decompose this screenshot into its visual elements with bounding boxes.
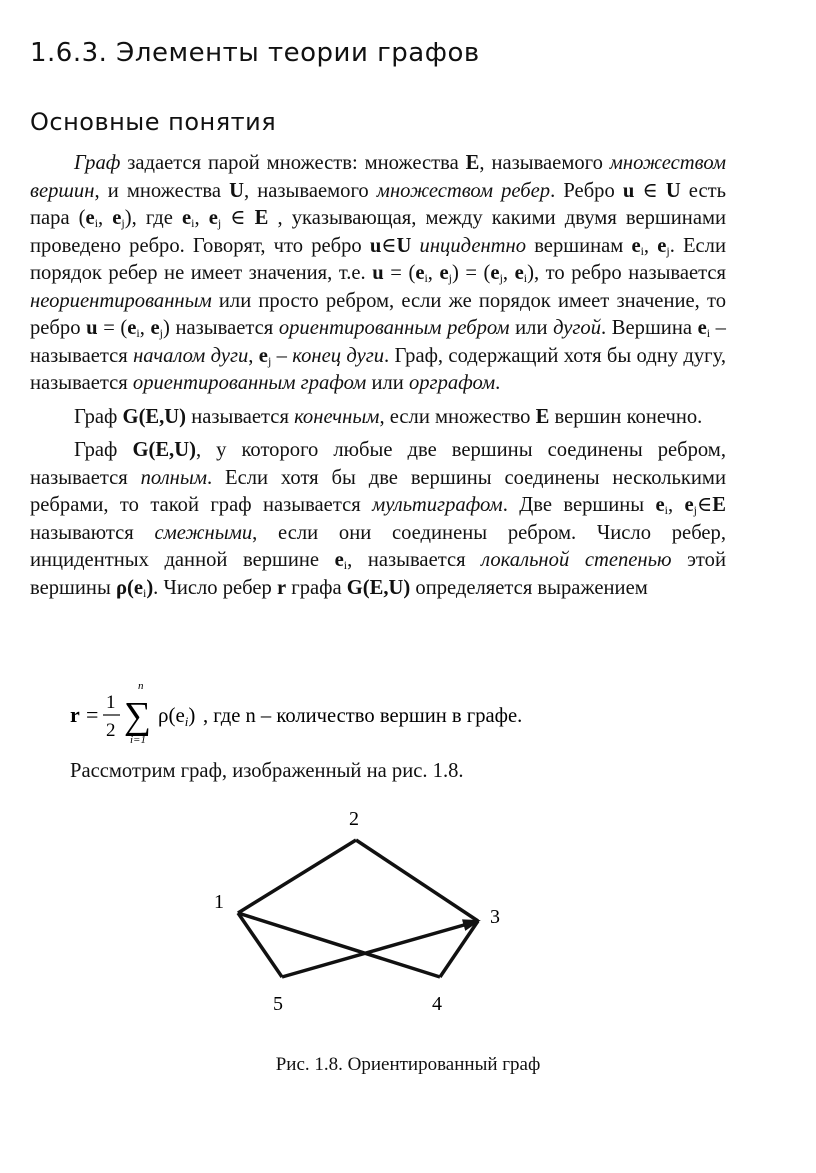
formula-term-close: ) bbox=[188, 703, 196, 727]
italic-term: множеством ребер bbox=[376, 179, 551, 202]
edge-1-4 bbox=[238, 913, 440, 977]
body-text bbox=[30, 150, 726, 608]
consider-text: Рассмотрим граф, изображенный на рис. 1.8. bbox=[70, 760, 464, 782]
graph-figure bbox=[0, 810, 816, 1040]
math-symbol: U bbox=[396, 234, 412, 257]
edge-1-5 bbox=[238, 913, 282, 977]
paragraph-complete-graph: Граф G(E,U), у которого любые две вершины соединены ребром, называется полным. Если хотя бы две вершины соединены несколькими ребрами, то такой граф называется мультиграфом. Две вершины $e_i$, $e_j\in E$ называются смежными, если они соединены ребром. Число ребер, инцидентных данной вершине $e_i$, называется локальной степенью этой вершины $\rho(e_i)$. Число ребер r графа G(E,U) определяется выражением bbox=[30, 439, 727, 600]
paragraph-graph-definition: Граф задается парой множеств: множества E, называемого множеством вершин, и множества U, называемого множеством ребер. Ребро u ∈ U есть пара ($e_i$, $e_j$), где $e_i$, $e_j$ ∈ E , указывающая, между какими двумя вершинами проведено ребро. Говорят, что ребро u∈U инцидентно вершинам $e_i$, $e_j$. Если порядок ребер не имеет значения, т.е. $u = (e_i$, $e_j) = (e_j$, $e_i$), то ребро называется неориентированным или просто ребром, если же порядок имеет значение, то ребро $u = (e_i$, $e_j$) называется ориентированным ребром или дугой. Вершина $e_i$ – называется началом дуги, $e_j$ – конец дуги. Граф, содержащий хотя бы одну дугу, называется ориентированным графом или орграфом. bbox=[30, 152, 727, 394]
index-subscript: i bbox=[706, 326, 711, 340]
math-symbol: E bbox=[254, 207, 269, 229]
formula-term-main: ρ(e bbox=[158, 703, 185, 727]
index-subscript: j bbox=[121, 216, 125, 230]
math-symbol: u bbox=[86, 317, 98, 339]
italic-term: мультиграфом bbox=[372, 494, 503, 516]
index-subscript: i bbox=[191, 216, 195, 230]
italic-term: ориентированным ребром bbox=[278, 317, 510, 339]
math-symbol: u bbox=[622, 179, 635, 202]
italic-term: орграфом bbox=[408, 372, 496, 394]
italic-term: ориентированным графом bbox=[132, 372, 367, 394]
index-subscript: j bbox=[217, 216, 222, 230]
math-symbol: e bbox=[655, 494, 665, 516]
formula-equals: = bbox=[86, 702, 99, 727]
math-symbol: e bbox=[697, 317, 707, 339]
italic-term: конечным bbox=[294, 405, 380, 428]
index-subscript: i bbox=[142, 585, 147, 600]
index-subscript: j bbox=[666, 243, 670, 258]
index-subscript: i bbox=[664, 503, 668, 517]
subsection-title: Основные понятия bbox=[30, 108, 277, 136]
math-symbol: U bbox=[665, 179, 681, 202]
edge-2-3 bbox=[356, 840, 478, 921]
edge-count-formula bbox=[66, 680, 766, 750]
italic-term: локальной степенью bbox=[481, 549, 672, 571]
sum-upper-limit: n bbox=[138, 680, 144, 692]
vertex-label-2: 2 bbox=[349, 810, 359, 830]
vertex-label-1: 1 bbox=[214, 891, 224, 913]
italic-term: дугой bbox=[553, 317, 602, 339]
italic-term: неориентированным bbox=[30, 289, 212, 312]
math-symbol: e bbox=[334, 549, 344, 571]
math-symbol: e bbox=[85, 207, 95, 229]
edge-1-2 bbox=[238, 840, 356, 913]
index-subscript: j bbox=[159, 326, 164, 340]
math-symbol: e bbox=[112, 207, 122, 229]
math-symbol: e bbox=[208, 207, 218, 229]
italic-term: смежными bbox=[154, 521, 253, 544]
math-symbol: e bbox=[439, 262, 449, 284]
math-symbol: E bbox=[465, 152, 480, 174]
arc-5-3 bbox=[282, 921, 478, 977]
formula-svg bbox=[66, 680, 766, 750]
italic-term: началом дуги bbox=[133, 344, 249, 367]
index-subscript: i bbox=[523, 271, 528, 285]
formula-trailing-text: , где n – количество вершин в графе. bbox=[203, 705, 523, 727]
index-subscript: j bbox=[499, 271, 503, 285]
math-symbol: e bbox=[631, 234, 641, 257]
math-symbol: ) bbox=[146, 576, 154, 599]
math-symbol: e bbox=[490, 262, 500, 284]
math-symbol: e bbox=[258, 344, 268, 367]
index-subscript: i bbox=[136, 326, 140, 340]
math-symbol: E bbox=[535, 405, 550, 428]
math-symbol: G(E,U) bbox=[132, 439, 196, 461]
index-subscript: j bbox=[267, 353, 272, 368]
italic-term: конец дуги bbox=[292, 344, 385, 367]
formula-denominator: 2 bbox=[106, 720, 116, 741]
math-symbol: ρ(e bbox=[115, 576, 143, 599]
figure-caption: Рис. 1.8. Ориентированный граф bbox=[275, 1054, 541, 1075]
math-symbol: e bbox=[514, 262, 524, 284]
math-symbol: u bbox=[369, 234, 382, 257]
index-subscript: i bbox=[343, 558, 348, 572]
sigma-symbol: ∑ bbox=[124, 695, 152, 737]
vertex-label-3: 3 bbox=[490, 906, 500, 928]
index-subscript: i bbox=[424, 271, 428, 285]
math-symbol: r bbox=[276, 576, 287, 599]
paragraph-finite-graph: Граф G(E,U) называется конечным, если множество E вершин конечно. bbox=[74, 405, 703, 428]
formula-numerator: 1 bbox=[106, 692, 116, 713]
math-symbol: e bbox=[415, 262, 425, 284]
math-symbol: e bbox=[182, 207, 192, 229]
section-title: 1.6.3. Элементы теории графов bbox=[30, 38, 480, 68]
math-symbol: G(E,U) bbox=[346, 576, 411, 599]
math-symbol: G(E,U) bbox=[122, 405, 187, 428]
index-subscript: i bbox=[640, 243, 644, 258]
index-subscript: j bbox=[693, 503, 698, 517]
italic-term: Граф bbox=[74, 152, 121, 174]
math-symbol: U bbox=[229, 179, 244, 202]
math-symbol: E bbox=[712, 494, 727, 516]
formula-term-sub: i bbox=[184, 714, 189, 729]
italic-term: инцидентно bbox=[419, 234, 527, 257]
formula-lhs: r bbox=[70, 702, 80, 727]
italic-term: полным bbox=[140, 466, 207, 489]
math-symbol: e bbox=[657, 234, 667, 257]
italic-term: множеством вершин bbox=[30, 152, 726, 202]
math-symbol: e bbox=[127, 317, 137, 339]
vertex-label-5: 5 bbox=[273, 993, 283, 1015]
index-subscript: j bbox=[448, 271, 452, 285]
math-symbol: u bbox=[372, 262, 384, 284]
vertex-label-4: 4 bbox=[432, 993, 442, 1015]
math-symbol: e bbox=[684, 494, 694, 516]
formula-term bbox=[158, 703, 195, 729]
index-subscript: i bbox=[94, 216, 99, 230]
math-symbol: e bbox=[150, 317, 160, 339]
sum-lower-limit: i=1 bbox=[130, 734, 146, 746]
